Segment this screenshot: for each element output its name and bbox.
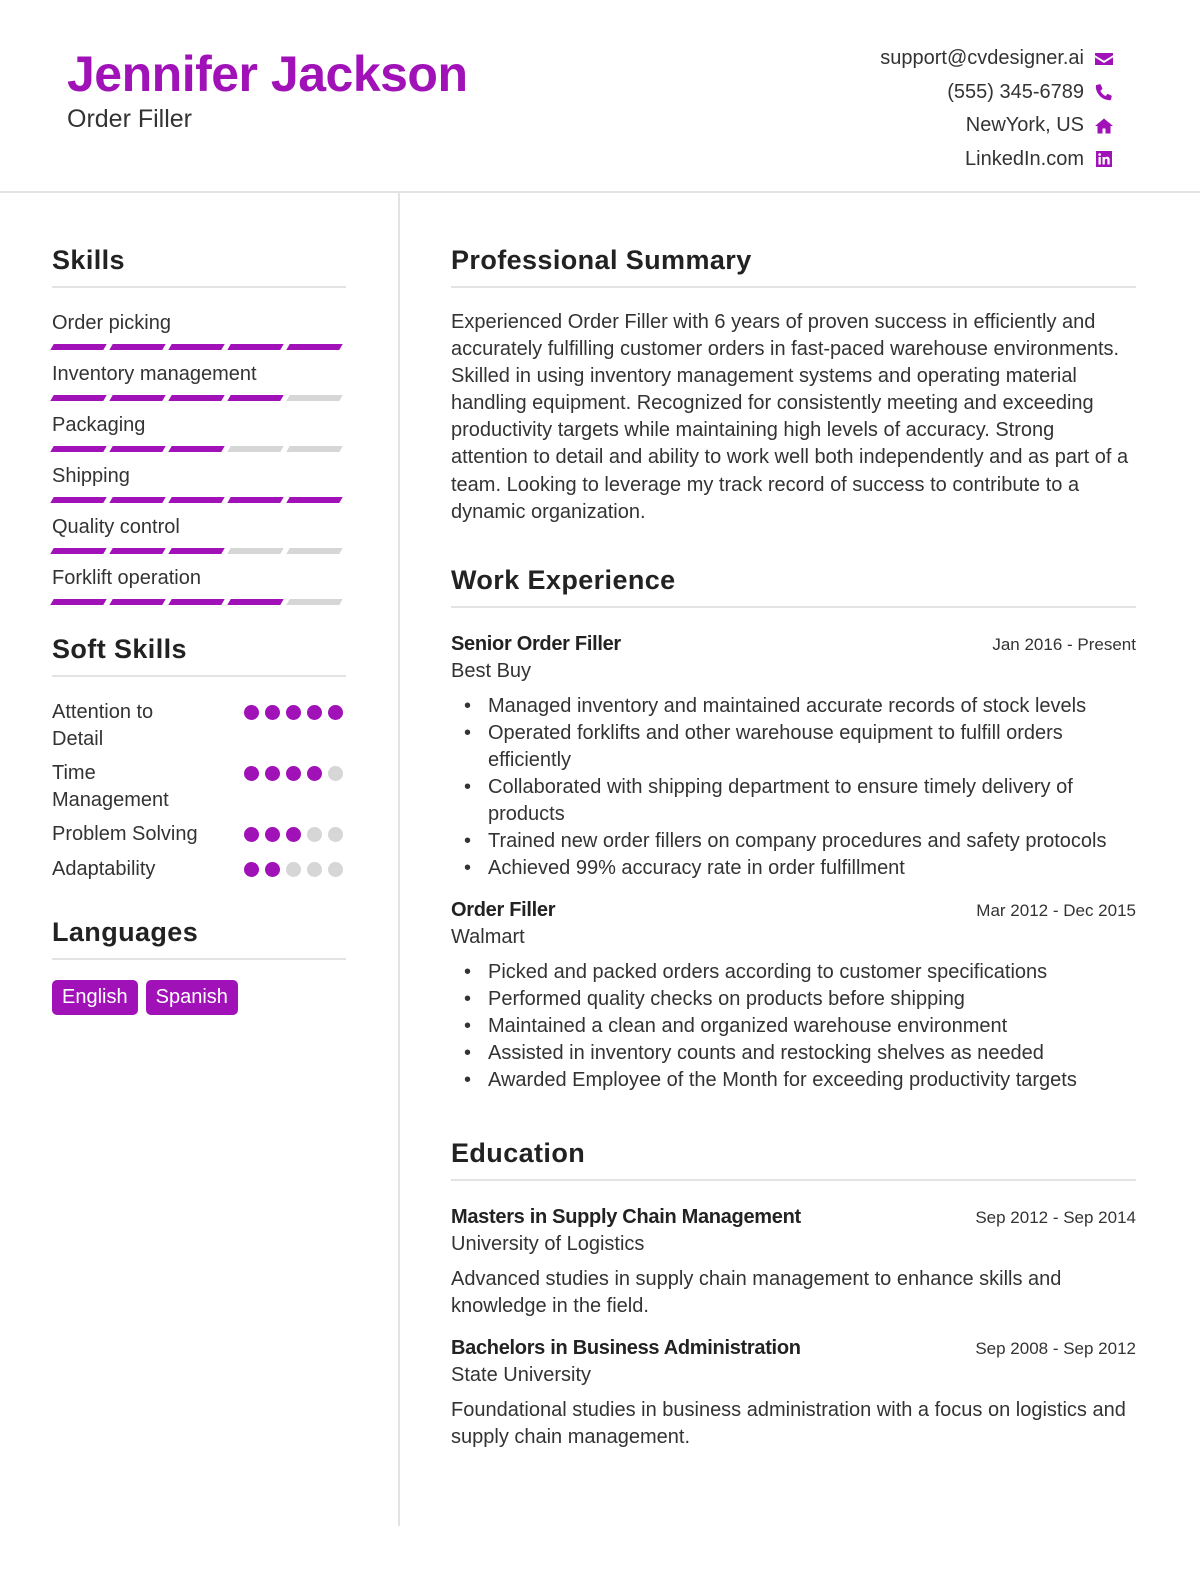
- contact-location: [880, 109, 1114, 143]
- soft-skill-name: Adaptability: [52, 857, 156, 880]
- skill-level-segment: [109, 344, 165, 350]
- rating-dot: [286, 862, 301, 877]
- skill-level-segment: [50, 548, 106, 554]
- education-list: [451, 1203, 1136, 1451]
- rating-dot: [307, 705, 322, 720]
- job-entry: [451, 630, 1136, 882]
- job-dates: Mar 2012 - Dec 2015: [976, 900, 1136, 920]
- linkedin-icon: [1094, 149, 1114, 169]
- rating-dot: [244, 766, 259, 781]
- candidate-title: Order Filler: [67, 105, 193, 133]
- skill-level-segment: [168, 497, 224, 503]
- skill-level-segment: [227, 446, 283, 452]
- education-degree: Masters in Supply Chain Management: [451, 1205, 801, 1228]
- skill-level-segment: [50, 395, 106, 401]
- job-bullet: • Collaborated with shipping department to ensure timely delivery of products: [451, 774, 1136, 828]
- job-company: Walmart: [451, 925, 525, 948]
- education-heading: Education: [451, 1133, 1136, 1181]
- job-bullet: • Performed quality checks on products before shipping: [451, 986, 1136, 1013]
- education-dates: Sep 2008 - Sep 2012: [975, 1338, 1136, 1358]
- job-header: [451, 630, 1136, 658]
- job-bullet: • Managed inventory and maintained accurate records of stock levels: [451, 693, 1136, 720]
- job-dates: Jan 2016 - Present: [992, 634, 1136, 654]
- soft-skills-heading: Soft Skills: [52, 629, 346, 677]
- job-bullet: • Awarded Employee of the Month for exceeding productivity targets: [451, 1067, 1136, 1094]
- skill-item: [52, 514, 346, 554]
- contact-phone[interactable]: [880, 76, 1114, 110]
- experience-section: [451, 560, 1136, 1094]
- column-divider: [398, 193, 400, 1526]
- skill-level-segment: [286, 395, 342, 401]
- job-role: Order Filler: [451, 898, 556, 921]
- job-bullets: [451, 693, 1136, 882]
- skill-level-bar: [52, 395, 346, 401]
- job-bullets: [451, 959, 1136, 1094]
- skills-heading: Skills: [52, 240, 346, 288]
- sidebar: [52, 240, 346, 1015]
- rating-dot: [307, 862, 322, 877]
- skill-level-segment: [168, 548, 224, 554]
- rating-dot: [286, 766, 301, 781]
- skill-level-segment: [109, 599, 165, 605]
- skill-level-segment: [109, 497, 165, 503]
- skill-level-segment: [109, 548, 165, 554]
- soft-skill-rating: [244, 705, 343, 720]
- contact-email-text[interactable]: support@cvdesigner.ai: [880, 47, 1084, 70]
- soft-skill-item: [52, 760, 346, 813]
- skill-level-bar: [52, 497, 346, 503]
- skill-item: [52, 361, 346, 401]
- rating-dot: [328, 862, 343, 877]
- contact-phone-text[interactable]: (555) 345-6789: [947, 80, 1084, 103]
- job-bullet: • Achieved 99% accuracy rate in order fulfillment: [451, 855, 1136, 882]
- education-entry: [451, 1203, 1136, 1320]
- rating-dot: [265, 705, 280, 720]
- contact-list: [880, 42, 1114, 176]
- education-description: Foundational studies in business administration with a focus on logistics and supply chain management.: [451, 1398, 1126, 1448]
- soft-skill-rating: [244, 766, 343, 781]
- rating-dot: [307, 827, 322, 842]
- soft-skill-item: [52, 821, 346, 848]
- skill-name: Quality control: [52, 516, 180, 538]
- soft-skill-name: Problem Solving: [52, 823, 198, 845]
- contact-email[interactable]: [880, 42, 1114, 76]
- soft-skill-item: [52, 856, 346, 883]
- soft-skills-list: [52, 677, 346, 882]
- soft-skills-section: [52, 629, 346, 882]
- skill-level-segment: [168, 599, 224, 605]
- skill-name: Inventory management: [52, 363, 257, 385]
- job-bullet: • Maintained a clean and organized warehouse environment: [451, 1013, 1136, 1040]
- languages-section: [52, 912, 346, 1015]
- rating-dot: [328, 766, 343, 781]
- skill-level-segment: [227, 497, 283, 503]
- skill-level-bar: [52, 548, 346, 554]
- job-role: Senior Order Filler: [451, 632, 621, 655]
- job-bullet: • Operated forklifts and other warehouse equipment to fulfill orders efficiently: [451, 720, 1136, 774]
- education-section: [451, 1133, 1136, 1451]
- skill-name: Order picking: [52, 312, 171, 334]
- skill-level-segment: [286, 344, 342, 350]
- skills-list: [52, 288, 346, 605]
- education-degree: Bachelors in Business Administration: [451, 1336, 801, 1359]
- candidate-name: Jennifer Jackson: [67, 46, 468, 102]
- skills-section: [52, 240, 346, 605]
- rating-dot: [244, 862, 259, 877]
- skill-level-segment: [168, 344, 224, 350]
- education-description: Advanced studies in supply chain management to enhance skills and knowledge in the field.: [451, 1267, 1062, 1317]
- skill-name: Shipping: [52, 465, 130, 487]
- job-bullet: • Picked and packed orders according to customer specifications: [451, 959, 1136, 986]
- skill-level-segment: [227, 599, 283, 605]
- soft-skill-rating: [244, 827, 343, 842]
- job-bullet: • Trained new order fillers on company procedures and safety protocols: [451, 828, 1136, 855]
- job-entry: [451, 896, 1136, 1094]
- phone-icon: [1094, 82, 1114, 102]
- skill-level-bar: [52, 344, 346, 350]
- jobs-list: [451, 630, 1136, 1094]
- job-bullet: • Assisted in inventory counts and restocking shelves as needed: [451, 1040, 1136, 1067]
- main-content: [451, 240, 1136, 1451]
- language-badge: English: [52, 980, 138, 1015]
- rating-dot: [286, 827, 301, 842]
- soft-skill-rating: [244, 862, 343, 877]
- rating-dot: [265, 766, 280, 781]
- skill-level-segment: [50, 446, 106, 452]
- languages-list: [52, 960, 346, 1015]
- skill-level-bar: [52, 599, 346, 605]
- skill-name: Packaging: [52, 414, 146, 436]
- skill-item: [52, 565, 346, 605]
- contact-linkedin-text[interactable]: LinkedIn.com: [965, 147, 1084, 170]
- skill-level-segment: [227, 395, 283, 401]
- language-badge: Spanish: [146, 980, 238, 1015]
- soft-skill-name: Attention to Detail: [52, 701, 154, 750]
- summary-heading: Professional Summary: [451, 240, 1136, 288]
- skill-level-segment: [286, 548, 342, 554]
- job-company: Best Buy: [451, 659, 532, 682]
- contact-linkedin[interactable]: [880, 143, 1114, 177]
- rating-dot: [244, 705, 259, 720]
- skill-level-segment: [168, 446, 224, 452]
- soft-skill-item: [52, 699, 346, 752]
- languages-heading: Languages: [52, 912, 346, 960]
- skill-item: [52, 310, 346, 350]
- home-icon: [1094, 116, 1114, 136]
- education-header: [451, 1334, 1136, 1362]
- rating-dot: [328, 827, 343, 842]
- skill-level-segment: [109, 395, 165, 401]
- resume-header: [0, 0, 1200, 193]
- skill-level-segment: [286, 497, 342, 503]
- rating-dot: [265, 827, 280, 842]
- skill-level-segment: [168, 395, 224, 401]
- soft-skill-name: Time Management: [52, 762, 169, 811]
- rating-dot: [307, 766, 322, 781]
- skill-level-segment: [109, 446, 165, 452]
- contact-location-text: NewYork, US: [965, 114, 1084, 137]
- envelope-icon: [1094, 49, 1114, 69]
- skill-name: Forklift operation: [52, 567, 201, 589]
- education-entry: [451, 1334, 1136, 1451]
- job-header: [451, 896, 1136, 924]
- skill-level-segment: [50, 497, 106, 503]
- experience-heading: Work Experience: [451, 560, 1136, 608]
- skill-level-segment: [286, 446, 342, 452]
- education-dates: Sep 2012 - Sep 2014: [975, 1207, 1136, 1227]
- skill-item: [52, 412, 346, 452]
- skill-item: [52, 463, 346, 503]
- rating-dot: [244, 827, 259, 842]
- summary-section: [451, 240, 1136, 526]
- education-school: University of Logistics: [451, 1232, 645, 1255]
- skill-level-segment: [286, 599, 342, 605]
- skill-level-segment: [50, 599, 106, 605]
- skill-level-segment: [227, 344, 283, 350]
- skill-level-bar: [52, 446, 346, 452]
- rating-dot: [328, 705, 343, 720]
- rating-dot: [286, 705, 301, 720]
- skill-level-segment: [50, 344, 106, 350]
- education-header: [451, 1203, 1136, 1231]
- education-school: State University: [451, 1363, 592, 1386]
- summary-text: Experienced Order Filler with 6 years of proven success in efficiently and accurately fulfilling customer orders in fast-paced warehouse environments. Skilled in using inventory management systems and operating material handling equipment. Recognized for consistently meeting and exceeding productivity targets while maintaining high levels of accuracy. Strong attention to detail and ability to work well both independently and as part of a team. Looking to leverage my track record of success to contribute to a dynamic organization.: [451, 311, 1129, 523]
- rating-dot: [265, 862, 280, 877]
- skill-level-segment: [227, 548, 283, 554]
